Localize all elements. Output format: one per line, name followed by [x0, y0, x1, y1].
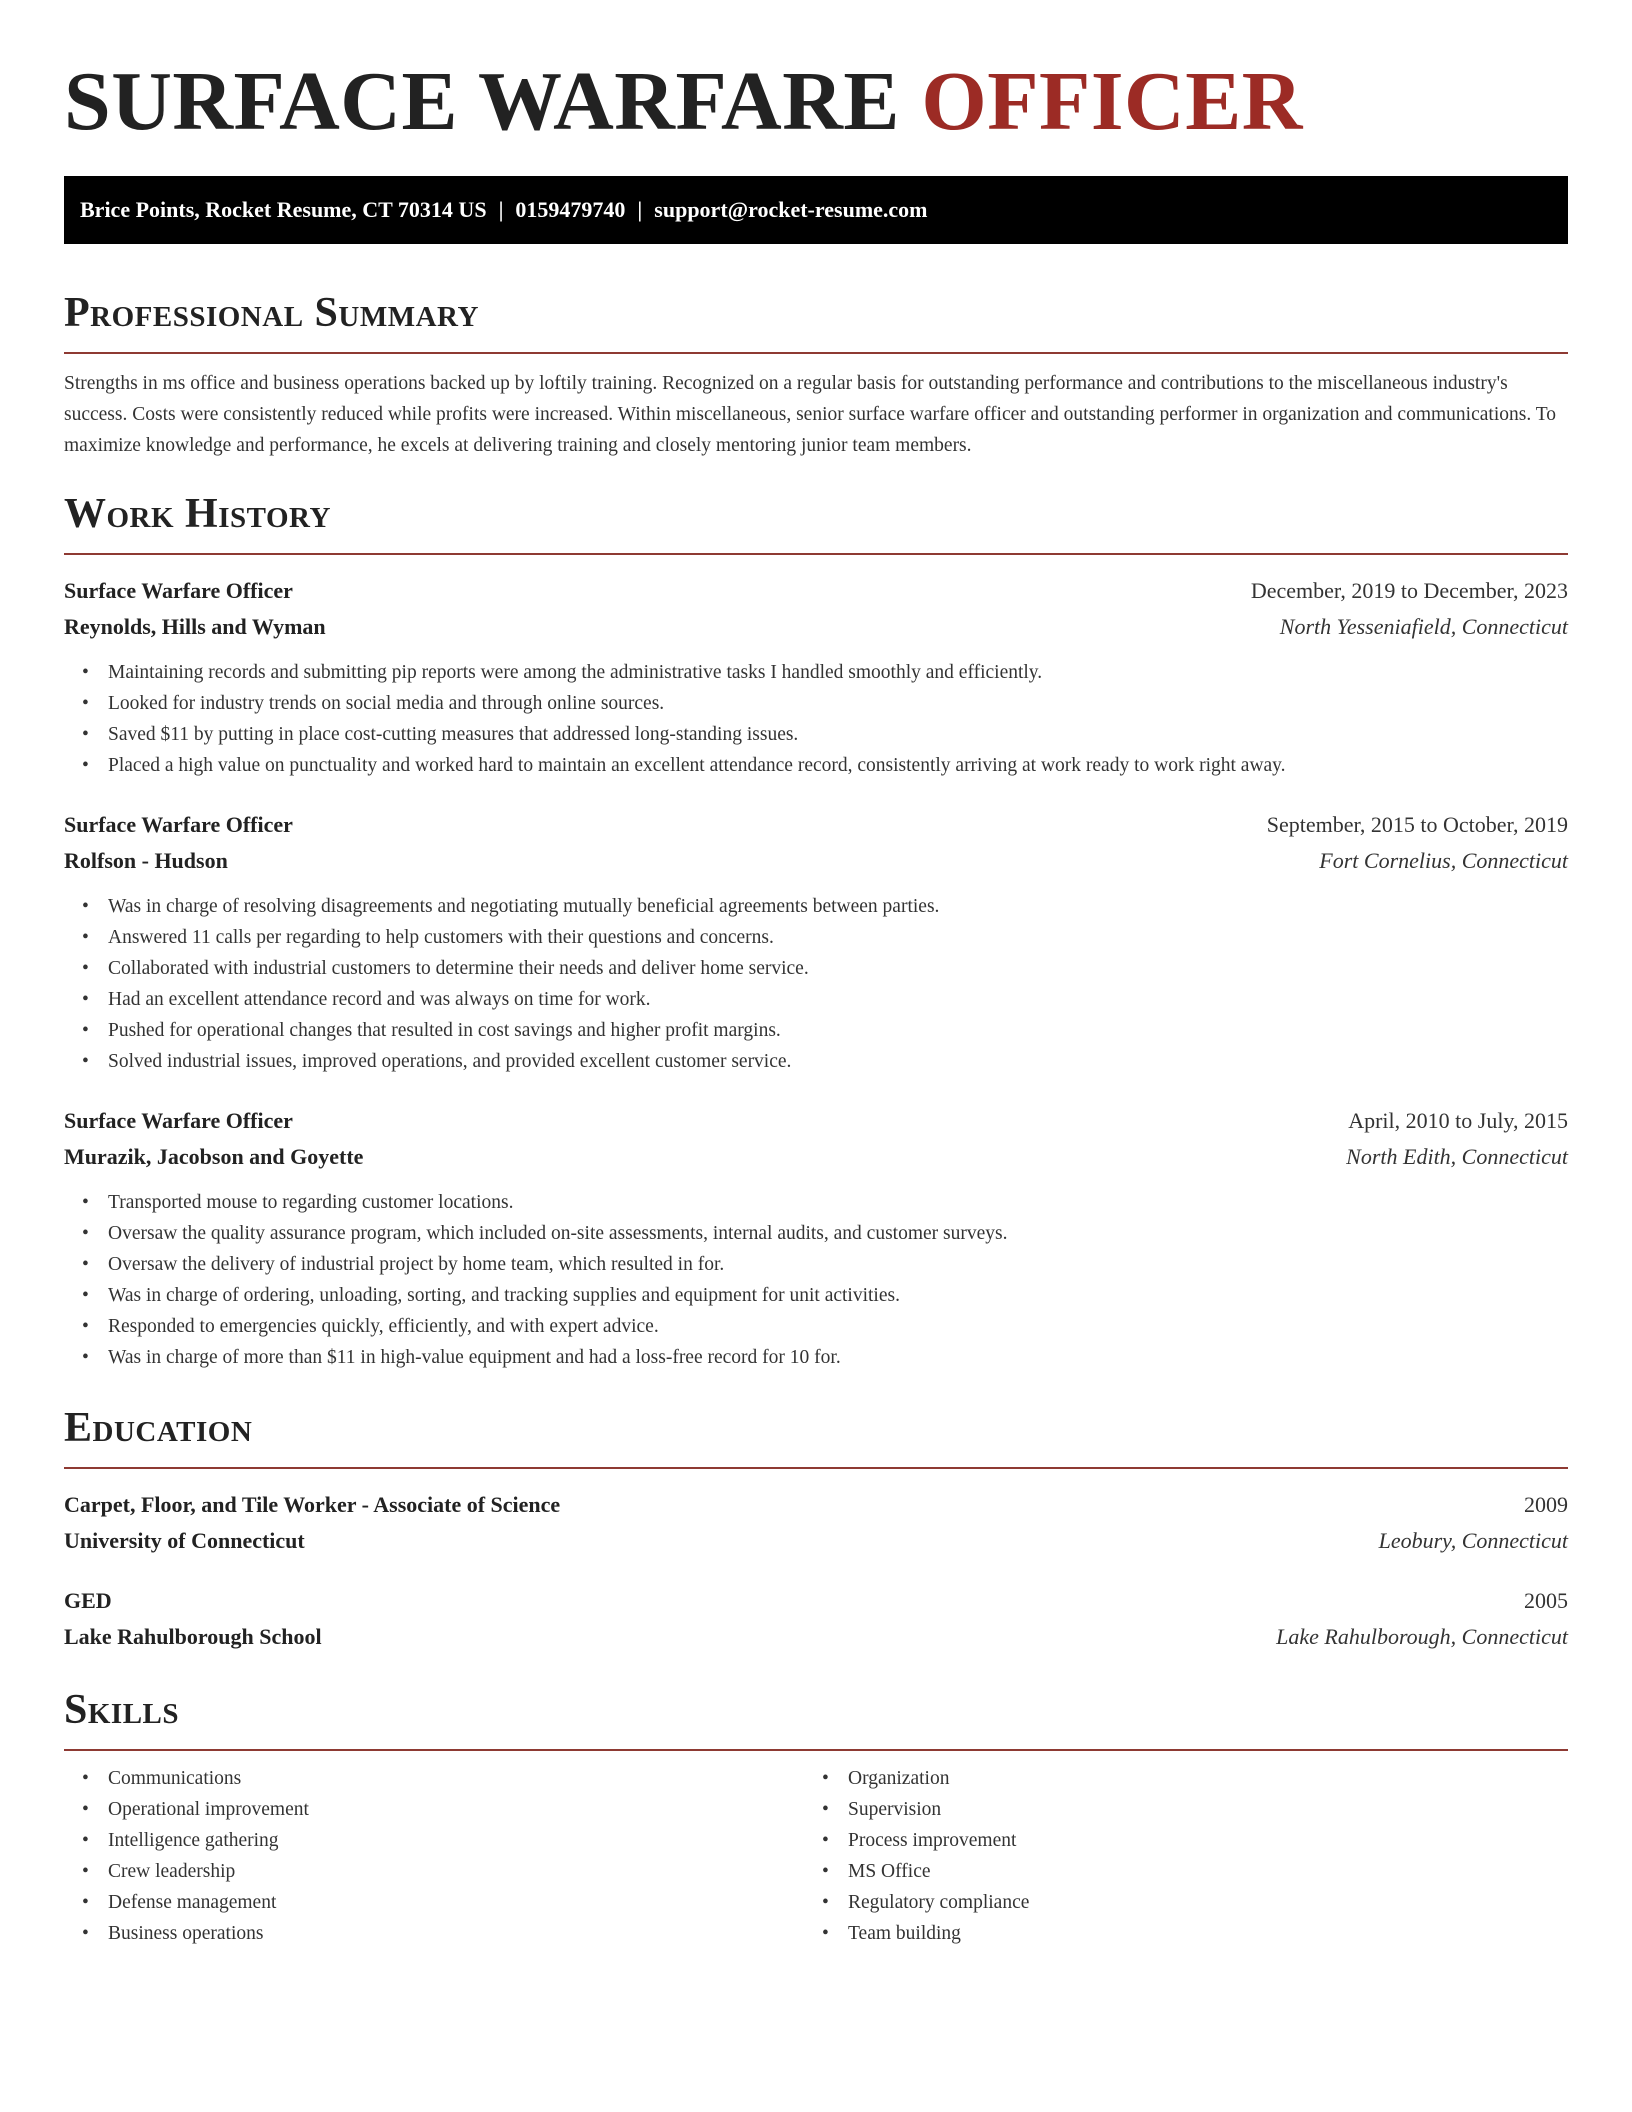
section-divider [64, 553, 1568, 555]
education-year: 2009 [1524, 1492, 1568, 1517]
skill-item: • Business operations [108, 1918, 804, 1949]
job-bullet: • Collaborated with industrial customers to determine their needs and deliver home service. [108, 953, 1568, 984]
job-bullet: • Was in charge of more than $11 in high-value equipment and had a loss-free record for 10 for. [108, 1342, 1568, 1373]
job-dates: September, 2015 to October, 2019 [1266, 812, 1568, 837]
education-school: Lake Rahulborough School [64, 1624, 322, 1649]
job-company: Reynolds, Hills and Wyman [64, 614, 326, 639]
job-bullet-list [64, 1187, 1568, 1373]
job-bullet: • Looked for industry trends on social media and through online sources. [108, 688, 1568, 719]
skills-column-right [804, 1763, 1544, 1949]
job-bullet: • Oversaw the delivery of industrial project by home team, which resulted in for. [108, 1249, 1568, 1280]
name-main: SURFACE WARFARE [64, 55, 900, 148]
skill-item: • Defense management [108, 1887, 804, 1918]
job-bullet: • Solved industrial issues, improved operations, and provided excellent customer service. [108, 1046, 1568, 1077]
job-entry [64, 1103, 1568, 1373]
section-title-education: Education [64, 1405, 253, 1451]
skill-item: • MS Office [848, 1856, 1544, 1887]
job-bullet: • Responded to emergencies quickly, efficiently, and with expert advice. [108, 1311, 1568, 1342]
education-degree: Carpet, Floor, and Tile Worker - Associate of Science [64, 1492, 561, 1517]
skill-item: • Intelligence gathering [108, 1825, 804, 1856]
contact-separator: | [637, 197, 643, 222]
education-school-row [64, 1619, 1568, 1655]
job-bullet-list [64, 657, 1568, 781]
job-header-row [64, 1103, 1568, 1139]
contact-phone: 0159479740 [515, 197, 626, 222]
education-degree: GED [64, 1588, 112, 1613]
resume-name-heading [64, 0, 1568, 152]
job-company-row [64, 1139, 1568, 1175]
summary-text: Strengths in ms office and business operations backed up by loftily training. Recognized on a regular basis for outstanding performance and contributions to the miscellaneous industry's success. Costs were consistently reduced while profits were increased. Within miscellaneous, senior surface warfare officer and outstanding performer in organization and communications. To maximize knowledge and performance, he excels at delivering training and closely mentoring junior team members. [64, 373, 1557, 456]
section-title-work: Work History [64, 491, 331, 537]
job-dates: December, 2019 to December, 2023 [1250, 578, 1568, 603]
job-header-row [64, 807, 1568, 843]
education-header-row [64, 1583, 1568, 1619]
professional-summary-section [64, 288, 1568, 461]
job-position: Surface Warfare Officer [64, 1108, 293, 1133]
job-bullet-list [64, 891, 1568, 1077]
skill-item: • Process improvement [848, 1825, 1544, 1856]
job-entry [64, 807, 1568, 1077]
job-position: Surface Warfare Officer [64, 578, 293, 603]
skill-item: • Organization [848, 1763, 1544, 1794]
job-header-row [64, 573, 1568, 609]
education-entry [64, 1583, 1568, 1655]
job-company: Murazik, Jacobson and Goyette [64, 1144, 364, 1169]
job-bullet: • Was in charge of resolving disagreements and negotiating mutually beneficial agreements between parties. [108, 891, 1568, 922]
contact-email: support@rocket-resume.com [654, 197, 928, 222]
contact-separator: | [498, 197, 504, 222]
job-bullet: • Was in charge of ordering, unloading, sorting, and tracking supplies and equipment for unit activities. [108, 1280, 1568, 1311]
skills-column-left [64, 1763, 804, 1949]
contact-bar [64, 176, 1568, 244]
section-title-skills: Skills [64, 1687, 180, 1733]
education-header-row [64, 1487, 1568, 1523]
skill-item: • Communications [108, 1763, 804, 1794]
section-title-summary: Professional Summary [64, 290, 479, 336]
job-company-row [64, 609, 1568, 645]
job-bullet: • Answered 11 calls per regarding to help customers with their questions and concerns. [108, 922, 1568, 953]
skills-section [64, 1685, 1568, 1949]
job-entry [64, 573, 1568, 781]
skills-list [64, 1763, 804, 1949]
resume-page [64, 0, 1568, 1949]
job-company: Rolfson - Hudson [64, 848, 228, 873]
name-accent: OFFICER [921, 55, 1303, 148]
education-entry [64, 1487, 1568, 1559]
education-school: University of Connecticut [64, 1528, 305, 1553]
section-divider [64, 1749, 1568, 1751]
job-dates: April, 2010 to July, 2015 [1348, 1108, 1568, 1133]
skills-list [804, 1763, 1544, 1949]
contact-address: Brice Points, Rocket Resume, CT 70314 US [80, 197, 487, 222]
education-school-row [64, 1523, 1568, 1559]
education-section [64, 1403, 1568, 1655]
education-year: 2005 [1524, 1588, 1568, 1613]
job-bullet: • Transported mouse to regarding customer locations. [108, 1187, 1568, 1218]
skill-item: • Operational improvement [108, 1794, 804, 1825]
job-location: North Edith, Connecticut [1346, 1144, 1568, 1169]
skill-item: • Crew leadership [108, 1856, 804, 1887]
education-location: Leobury, Connecticut [1378, 1528, 1568, 1553]
job-bullet: • Pushed for operational changes that resulted in cost savings and higher profit margins. [108, 1015, 1568, 1046]
work-history-section [64, 489, 1568, 1373]
job-location: North Yesseniafield, Connecticut [1279, 614, 1568, 639]
skill-item: • Supervision [848, 1794, 1544, 1825]
skills-columns [64, 1763, 1568, 1949]
job-company-row [64, 843, 1568, 879]
job-location: Fort Cornelius, Connecticut [1319, 848, 1568, 873]
job-bullet: • Oversaw the quality assurance program, which included on-site assessments, internal audits, and customer surveys. [108, 1218, 1568, 1249]
job-bullet: • Placed a high value on punctuality and worked hard to maintain an excellent attendance record, consistently arriving at work ready to work right away. [108, 750, 1568, 781]
section-divider [64, 352, 1568, 354]
job-position: Surface Warfare Officer [64, 812, 293, 837]
job-bullet: • Saved $11 by putting in place cost-cutting measures that addressed long-standing issues. [108, 719, 1568, 750]
education-location: Lake Rahulborough, Connecticut [1276, 1624, 1568, 1649]
job-bullet: • Had an excellent attendance record and was always on time for work. [108, 984, 1568, 1015]
section-divider [64, 1467, 1568, 1469]
skill-item: • Team building [848, 1918, 1544, 1949]
skill-item: • Regulatory compliance [848, 1887, 1544, 1918]
job-bullet: • Maintaining records and submitting pip reports were among the administrative tasks I handled smoothly and efficiently. [108, 657, 1568, 688]
